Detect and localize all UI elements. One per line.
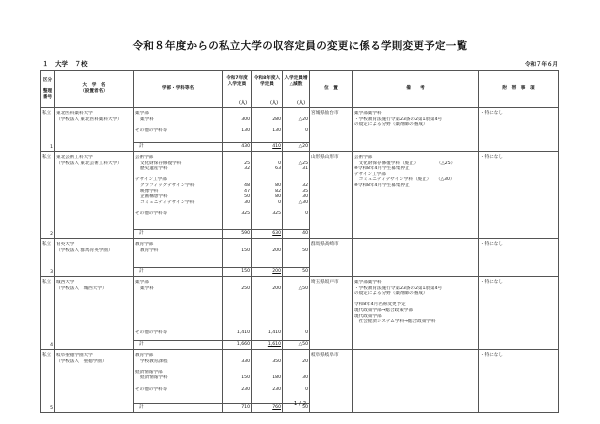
header-capacity-r7: 令和7年度入学定員 （人） — [223, 71, 252, 108]
remarks-cell — [353, 239, 479, 277]
university-name: 城西大学 — [56, 280, 75, 285]
university-row — [41, 152, 559, 230]
capacity-r8-value: 180 — [272, 375, 281, 381]
kubun-label: 私立 — [42, 111, 52, 116]
remarks-line: 薬学部薬学科 — [354, 280, 382, 285]
location-cell: 山形県山形市 — [310, 152, 353, 239]
capacity-r7-cell — [223, 239, 252, 268]
total-capacity-diff: △20 — [283, 143, 310, 152]
university-name: 岐阜聖徳学園大学 — [56, 353, 93, 358]
remarks-line: 社会経済システム学科→総合政策学科 — [354, 319, 436, 325]
capacity-diff-cell — [283, 277, 310, 341]
row-number: 1 — [50, 145, 53, 151]
section-heading: １ 大学 ７校 — [42, 60, 88, 68]
university-cell — [55, 239, 134, 277]
capacity-r8-value: 325 — [272, 210, 281, 216]
capacity-r8-cell — [252, 108, 283, 143]
capacity-diff-value: 50 — [302, 247, 308, 253]
capacity-r7-value: 325 — [241, 210, 250, 216]
university-name: 東北芸術工科大学 — [56, 155, 93, 160]
faculty-line: その他の学科等 — [135, 210, 168, 216]
capacity-r8-value: 0 — [278, 160, 281, 166]
university-name: 育英大学 — [56, 242, 75, 247]
remarks-line: コミュニティデザイン学科（廃止） （△30） — [354, 177, 455, 183]
capacity-diff-value: △20 — [298, 116, 308, 122]
header-kubun: 区分 整理番号 — [41, 71, 55, 108]
capacity-diff-value: 0 — [305, 127, 308, 133]
faculty-line: 学校教育課程 — [140, 358, 168, 364]
header-capacity-r8: 令和8年度入学定員 （人） — [252, 71, 283, 108]
faculty-line: コミュニティデザイン学科 — [140, 199, 195, 205]
faculty-line: 薬学科 — [140, 116, 154, 122]
remarks-line: 文化財保存修復学科（廃止） （△25） — [354, 160, 456, 166]
kubun-cell — [41, 277, 55, 350]
kubun-label: 私立 — [42, 280, 52, 285]
kubun-label: 私立 — [42, 353, 52, 358]
university-owner: （学校法人 東北芸術工科大学） — [56, 160, 122, 166]
capacity-r8-value: 80 — [275, 182, 281, 188]
kubun-cell — [41, 152, 55, 239]
capacity-diff-value: 30 — [302, 375, 308, 381]
capacity-r7-value: 300 — [241, 116, 250, 122]
capacity-r7-cell — [223, 350, 252, 404]
header-remarks: 備 考 — [353, 71, 479, 108]
location-cell: 群馬県高崎市 — [310, 239, 353, 277]
capacity-diff-value: 20 — [302, 358, 308, 364]
university-owner: （学校法人 東北医科薬科大学） — [56, 116, 122, 122]
capacity-r7-value: 150 — [241, 375, 250, 381]
capacity-diff-value: △50 — [298, 285, 308, 291]
capacity-diff-cell — [283, 108, 310, 143]
capacity-r7-cell — [223, 277, 252, 341]
total-capacity-r8: 630 — [252, 230, 283, 239]
faculty-line: 教育学部 — [135, 242, 154, 247]
capacity-r7-value: 330 — [241, 358, 250, 364]
capacity-r7-value: 250 — [241, 285, 250, 291]
faculty-line: 文化財保存修復学科 — [140, 160, 182, 166]
total-label: 計 — [134, 268, 223, 277]
faculty-line: 経済情報学部 — [135, 369, 163, 375]
faculty-cell — [134, 277, 223, 341]
conditions-cell: ・特になし — [479, 239, 559, 277]
document-date: 令和７年６月 — [524, 62, 558, 68]
faculty-line: その他の学科等 — [135, 127, 168, 133]
faculty-line: グラフィックデザイン学科 — [140, 182, 195, 188]
faculty-cell — [134, 152, 223, 230]
total-label: 計 — [134, 404, 223, 413]
capacity-r7-value: 130 — [241, 127, 250, 133]
remarks-line: 現代政策学部→総合政策学部 — [354, 307, 413, 313]
capacity-r8-value: 0 — [278, 199, 281, 205]
capacity-r8-value: 230 — [272, 386, 281, 392]
remarks-cell — [353, 277, 479, 350]
capacity-r8-value: 82 — [275, 188, 281, 194]
university-name: 東北医科薬科大学 — [56, 111, 93, 116]
change-schedule-table — [40, 70, 559, 413]
remarks-line: デザイン工学部 — [354, 171, 386, 177]
capacity-r8-value: 350 — [272, 358, 281, 364]
total-label: 計 — [134, 230, 223, 239]
faculty-line: 歴史遺産学科 — [140, 166, 168, 172]
faculty-line: 教育学科 — [140, 247, 159, 253]
remarks-line: 芸術学部 — [354, 155, 373, 160]
capacity-r8-value: 63 — [275, 166, 281, 172]
conditions-cell: ・特になし — [479, 152, 559, 239]
total-capacity-diff: △50 — [283, 341, 310, 350]
capacity-r7-value: 48 — [244, 182, 250, 188]
page-number: 1 / 2 — [293, 401, 307, 407]
total-capacity-r7: 590 — [223, 230, 252, 239]
header-location: 位 置 — [310, 71, 353, 108]
total-capacity-r8: 1,610 — [252, 341, 283, 350]
faculty-cell — [134, 239, 223, 268]
total-capacity-r7: 430 — [223, 143, 252, 152]
total-label: 計 — [134, 143, 223, 152]
capacity-r8-value: 200 — [272, 247, 281, 253]
capacity-r8-value: 280 — [272, 116, 281, 122]
capacity-r7-cell — [223, 108, 252, 143]
faculty-line: 薬学部 — [135, 280, 149, 285]
faculty-line: 薬学部 — [135, 111, 149, 116]
faculty-line: 経済情報学科 — [140, 375, 168, 381]
capacity-diff-value: 35 — [302, 188, 308, 194]
faculty-line: 映像学科 — [140, 188, 159, 194]
capacity-r7-value: 47 — [244, 188, 250, 194]
capacity-r8-cell — [252, 277, 283, 341]
total-capacity-r8: 760 — [252, 404, 283, 413]
capacity-diff-value: 0 — [305, 386, 308, 392]
kubun-label: 私立 — [42, 242, 52, 247]
capacity-diff-value: 0 — [305, 330, 308, 336]
location-cell: 宮城県仙台市 — [310, 108, 353, 152]
capacity-r8-value: 80 — [275, 194, 281, 200]
remarks-line: 現代政策学部 — [354, 313, 382, 319]
faculty-line: その他の学科等 — [135, 330, 168, 336]
university-row — [41, 277, 559, 341]
kubun-cell — [41, 108, 55, 152]
header-capacity-diff: 入学定員増△減数 （人） — [283, 71, 310, 108]
remarks-line: ※令和8年4月学生募集停止 — [354, 166, 410, 172]
remarks-line: の規定による分野（薬剤師の養成） — [354, 122, 428, 128]
capacity-r8-cell — [252, 152, 283, 230]
faculty-line: デザイン工学部 — [135, 177, 167, 183]
capacity-r8-value: 200 — [272, 285, 281, 291]
total-capacity-diff: 40 — [283, 230, 310, 239]
remarks-line: ・学校教育法施行令第23条の2第1項第4号 — [354, 285, 443, 291]
capacity-r7-value: 230 — [241, 386, 250, 392]
kubun-label: 私立 — [42, 155, 52, 160]
total-capacity-diff: 50 — [283, 404, 310, 413]
capacity-r7-cell — [223, 152, 252, 230]
total-capacity-r7: 710 — [223, 404, 252, 413]
capacity-diff-value: 32 — [302, 182, 308, 188]
faculty-cell — [134, 108, 223, 143]
university-cell — [55, 152, 134, 239]
row-number: 5 — [50, 406, 53, 412]
faculty-line: 教育学部 — [135, 353, 154, 358]
row-number: 4 — [50, 343, 53, 349]
capacity-diff-value: △25 — [298, 160, 308, 166]
university-row — [41, 108, 559, 143]
remarks-line: ※令和8年4月学生募集停止 — [354, 182, 410, 188]
capacity-r7-value: 32 — [244, 166, 250, 172]
table-header — [41, 71, 559, 108]
capacity-r8-cell — [252, 239, 283, 268]
capacity-r7-value: 1,410 — [236, 330, 250, 336]
capacity-r7-value: 30 — [244, 199, 250, 205]
faculty-line: 芸術学部 — [135, 155, 154, 160]
location-cell: 岐阜県岐阜市 — [310, 350, 353, 413]
university-cell — [55, 277, 134, 350]
kubun-cell — [41, 239, 55, 277]
university-cell — [55, 108, 134, 152]
row-number: 3 — [50, 270, 53, 276]
remarks-line: 薬学部薬学科 — [354, 111, 382, 116]
total-capacity-r7: 150 — [223, 268, 252, 277]
capacity-diff-cell — [283, 239, 310, 268]
university-row — [41, 239, 559, 268]
conditions-cell: ・特になし — [479, 350, 559, 413]
conditions-cell: ・特になし — [479, 277, 559, 350]
location-cell: 埼玉県坂戸市 — [310, 277, 353, 350]
header-conditions: 附 帯 事 項 — [479, 71, 559, 108]
capacity-r8-value: 1,410 — [267, 330, 281, 336]
capacity-diff-value: 30 — [302, 194, 308, 200]
university-row — [41, 350, 559, 404]
university-owner: （学校法人 聖徳学園） — [56, 358, 107, 364]
remarks-cell — [353, 108, 479, 152]
university-owner: （学校法人 群馬育英学園） — [56, 247, 113, 253]
capacity-r8-cell — [252, 350, 283, 404]
remarks-line: 令和8年4月名称変更予定 — [354, 302, 406, 308]
capacity-diff-value: 31 — [302, 166, 308, 172]
capacity-diff-value: 0 — [305, 210, 308, 216]
faculty-line: 薬学科 — [140, 285, 154, 291]
total-capacity-r7: 1,660 — [223, 341, 252, 350]
total-capacity-r8: 200 — [252, 268, 283, 277]
total-capacity-r8: 410 — [252, 143, 283, 152]
university-owner: （学校法人 城西大学） — [56, 285, 107, 291]
header-faculty: 学部・学科等名 — [134, 71, 223, 108]
row-number: 2 — [50, 232, 53, 238]
capacity-r7-value: 25 — [244, 160, 250, 166]
remarks-line: ・学校教育法施行令第23条の2第1項第4号 — [354, 116, 443, 122]
conditions-cell: ・特になし — [479, 108, 559, 152]
page-title: 令和８年度からの私立大学の収容定員の変更に係る学則変更予定一覧 — [132, 40, 468, 52]
capacity-r7-value: 150 — [241, 247, 250, 253]
faculty-line: 企画構想学科 — [140, 194, 168, 200]
capacity-r8-value: 130 — [272, 127, 281, 133]
capacity-diff-cell — [283, 152, 310, 230]
capacity-r7-value: 50 — [244, 194, 250, 200]
faculty-cell — [134, 350, 223, 404]
total-capacity-diff: 50 — [283, 268, 310, 277]
remarks-cell — [353, 152, 479, 239]
capacity-diff-cell — [283, 350, 310, 404]
capacity-diff-value: △30 — [298, 199, 308, 205]
faculty-line: その他の学科等 — [135, 386, 168, 392]
remarks-line: の規定による分野（薬剤師の養成） — [354, 291, 428, 297]
header-university: 大 学 名 （設置者名） — [55, 71, 134, 108]
total-label: 計 — [134, 341, 223, 350]
